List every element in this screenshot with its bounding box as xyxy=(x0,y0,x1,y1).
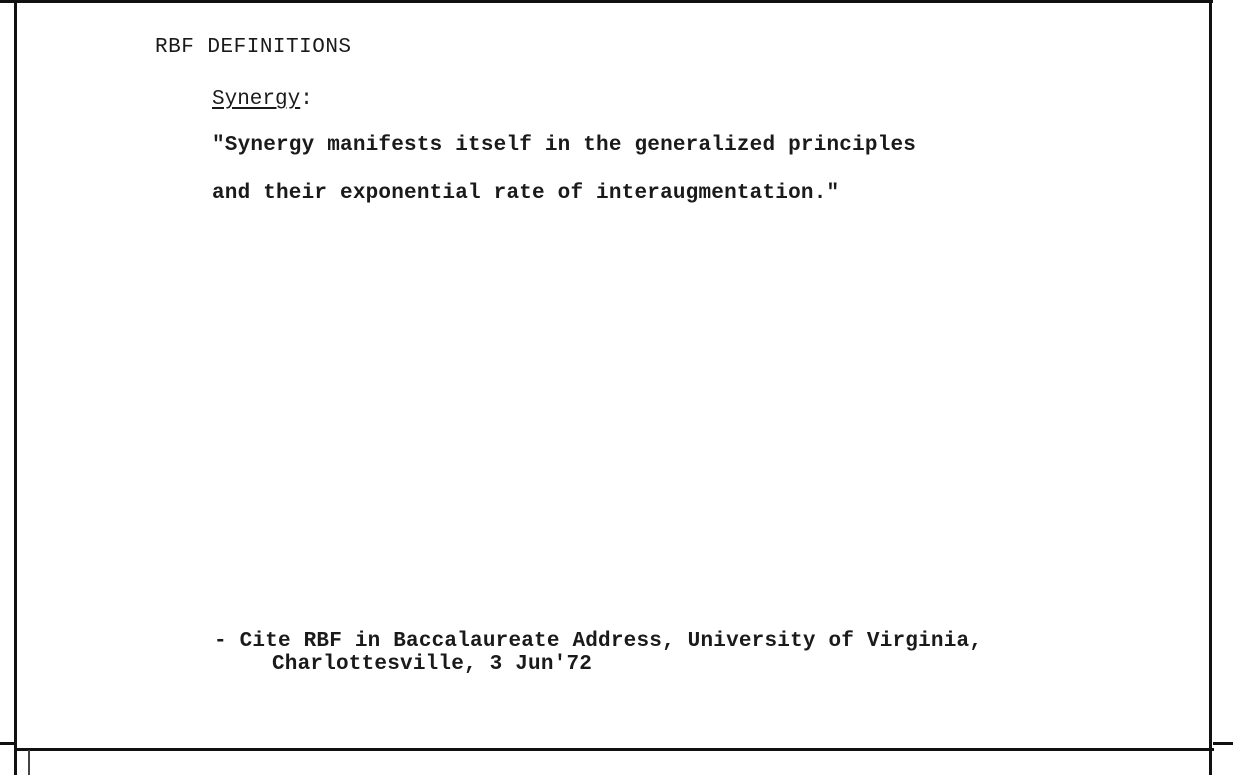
card-corner-mark-right xyxy=(1213,742,1233,745)
card-border-left xyxy=(14,0,17,775)
card-border-top xyxy=(0,0,1213,3)
term-colon: : xyxy=(300,88,313,111)
citation xyxy=(214,630,982,676)
citation-line-2: Charlottesville, 3 Jun'72 xyxy=(272,653,593,676)
quote-line-2: and their exponential rate of interaugmentation." xyxy=(212,182,840,205)
card-border-bottom xyxy=(14,748,1214,751)
term-label xyxy=(212,88,313,111)
citation-line-1: - Cite RBF in Baccalaureate Address, University of Virginia, xyxy=(214,630,983,653)
card-edge-mark xyxy=(28,750,30,775)
quote-line-1: "Synergy manifests itself in the generalized principles xyxy=(212,134,917,157)
term-text: Synergy xyxy=(212,88,301,111)
card-border-right xyxy=(1209,0,1212,775)
card-corner-mark xyxy=(0,742,16,745)
page-title: RBF DEFINITIONS xyxy=(155,36,352,59)
